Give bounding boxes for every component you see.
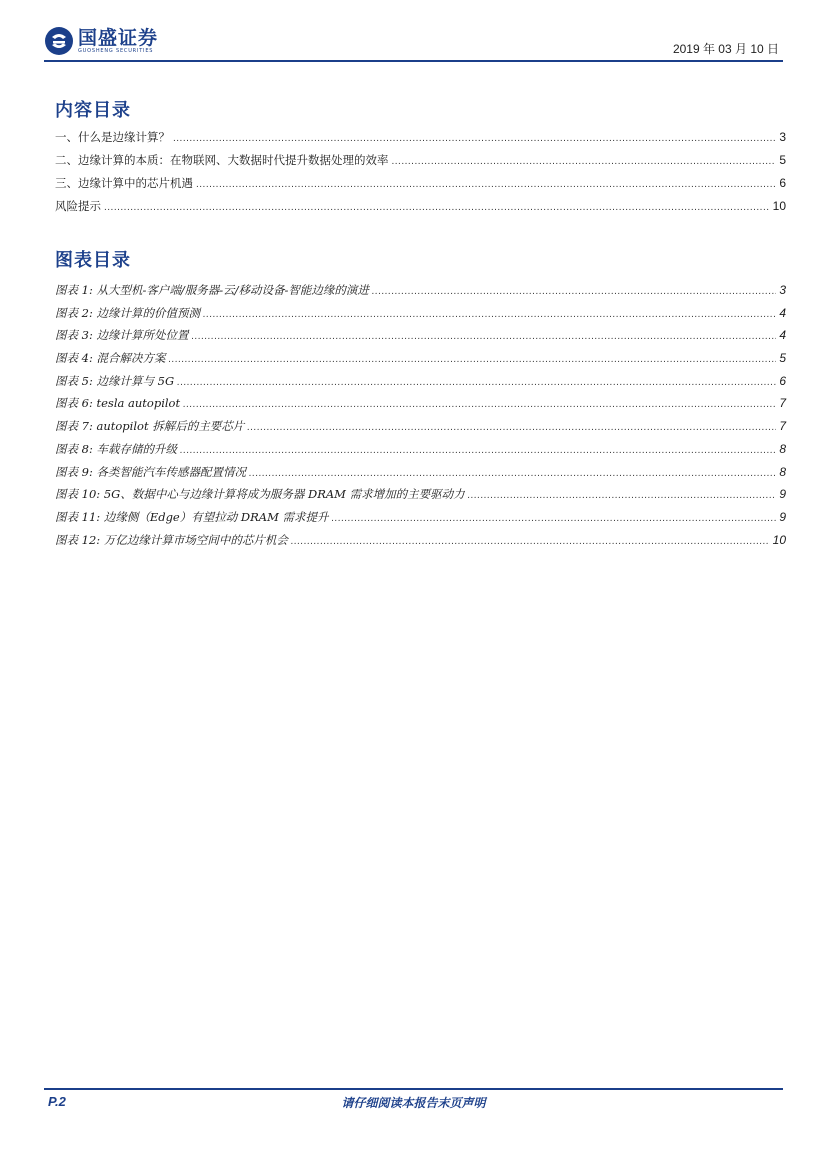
toc-list <box>55 129 786 221</box>
figure-item[interactable]: 图表 8: 车载存储的升级 ..... 8 <box>55 441 786 464</box>
figure-item[interactable]: 图表 5: 边缘计算与 5G ..... 6 <box>55 373 786 396</box>
toc-item[interactable]: 三、边缘计算中的芯片机遇 ..... 6 <box>55 175 786 198</box>
report-date: 2019 年 03 月 10 日 <box>672 42 779 56</box>
figures-title: 图表目录 <box>55 250 131 271</box>
company-logo <box>44 26 158 56</box>
figure-item[interactable]: 图表 6: tesla autopilot ..... 7 <box>55 395 786 418</box>
figure-item[interactable]: 图表 4: 混合解决方案 ..... 5 <box>55 350 786 373</box>
disclaimer-text: 请仔细阅读本报告末页声明 <box>341 1096 486 1110</box>
figure-item[interactable]: 图表 1: 从大型机-客户端/服务器-云/移动设备-智能边缘的演进 ..... 3 <box>55 282 786 305</box>
toc-item[interactable]: 一、什么是边缘计算？ ..... 3 <box>55 129 786 152</box>
figure-item[interactable]: 图表 3: 边缘计算所处位置 ..... 4 <box>55 327 786 350</box>
figure-item[interactable]: 图表 12: 万亿边缘计算市场空间中的芯片机会 ..... 10 <box>55 532 786 555</box>
toc-title: 内容目录 <box>55 100 131 121</box>
figures-list <box>55 282 786 554</box>
footer-divider <box>44 1088 783 1090</box>
page-footer <box>44 1094 783 1114</box>
logo-icon <box>44 26 74 56</box>
page-number: P.2 <box>48 1094 66 1109</box>
figure-item[interactable]: 图表 7: autopilot 拆解后的主要芯片 ..... 7 <box>55 418 786 441</box>
figure-item[interactable]: 图表 11: 边缘侧（Edge）有望拉动 DRAM 需求提升 ..... 9 <box>55 509 786 532</box>
logo-english: GUOSHENG SECURITIES <box>78 47 154 54</box>
toc-item[interactable]: 二、边缘计算的本质：在物联网、大数据时代提升数据处理的效率 ..... 5 <box>55 152 786 175</box>
figure-item[interactable]: 图表 9: 各类智能汽车传感器配置情况 ..... 8 <box>55 464 786 487</box>
logo-name: 国盛证券 <box>78 26 159 49</box>
figure-item[interactable]: 图表 10: 5G、数据中心与边缘计算将成为服务器 DRAM 需求增加的主要驱动力 ..... 9 <box>55 486 786 509</box>
toc-item[interactable]: 风险提示 ..... 10 <box>55 198 786 221</box>
figure-item[interactable]: 图表 2: 边缘计算的价值预测 ..... 4 <box>55 305 786 328</box>
page-header <box>44 22 783 62</box>
header-divider <box>44 60 783 62</box>
